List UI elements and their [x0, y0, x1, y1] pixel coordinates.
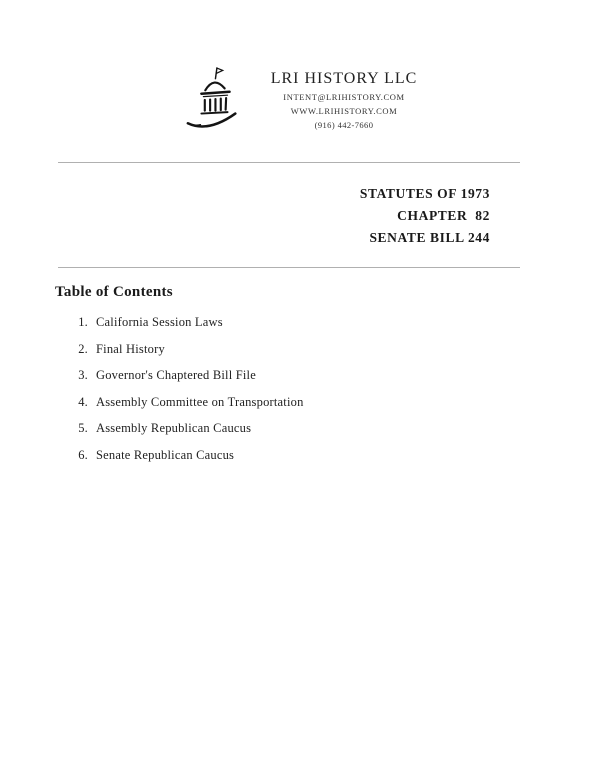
toc-list	[70, 315, 600, 463]
toc-item	[70, 395, 600, 410]
divider-bottom	[58, 267, 520, 268]
toc-item-number: 2.	[78, 341, 88, 356]
contact-email: INTENT@LRIHISTORY.COM	[283, 92, 405, 102]
statute-reference	[0, 163, 600, 249]
toc-item-label: Assembly Republican Caucus	[96, 421, 252, 435]
toc-item	[70, 342, 600, 357]
toc-item	[70, 448, 600, 463]
chapter-line: CHAPTER 82	[397, 208, 490, 223]
toc-item-label: Final History	[96, 341, 165, 356]
capitol-logo-icon	[183, 64, 245, 136]
toc-item-label: Senate Republican Caucus	[96, 447, 235, 462]
toc-item-number: 1.	[78, 315, 88, 329]
toc-title: Table of Contents	[55, 284, 173, 300]
toc-item-label: Governor's Chaptered Bill File	[96, 368, 256, 382]
toc-item-number: 6.	[78, 447, 88, 462]
letterhead	[0, 0, 600, 136]
letterhead-text	[271, 70, 418, 130]
toc-item-number: 4.	[78, 394, 88, 409]
statutes-line: STATUTES OF 1973	[359, 186, 490, 201]
toc-item-number: 3.	[78, 368, 88, 382]
contact-phone: (916) 442-7660	[314, 120, 374, 130]
company-name: LRI HISTORY LLC	[270, 70, 418, 87]
toc-item-label: Assembly Committee on Transportation	[96, 394, 304, 409]
toc-item	[70, 368, 600, 383]
toc-item-number: 5.	[78, 421, 88, 435]
contact-website: WWW.LRIHISTORY.COM	[290, 106, 398, 116]
senate-bill-line: SENATE BILL 244	[369, 230, 490, 245]
toc-item	[70, 421, 600, 436]
toc-item-label: California Session Laws	[96, 315, 223, 329]
toc-item	[70, 315, 600, 330]
